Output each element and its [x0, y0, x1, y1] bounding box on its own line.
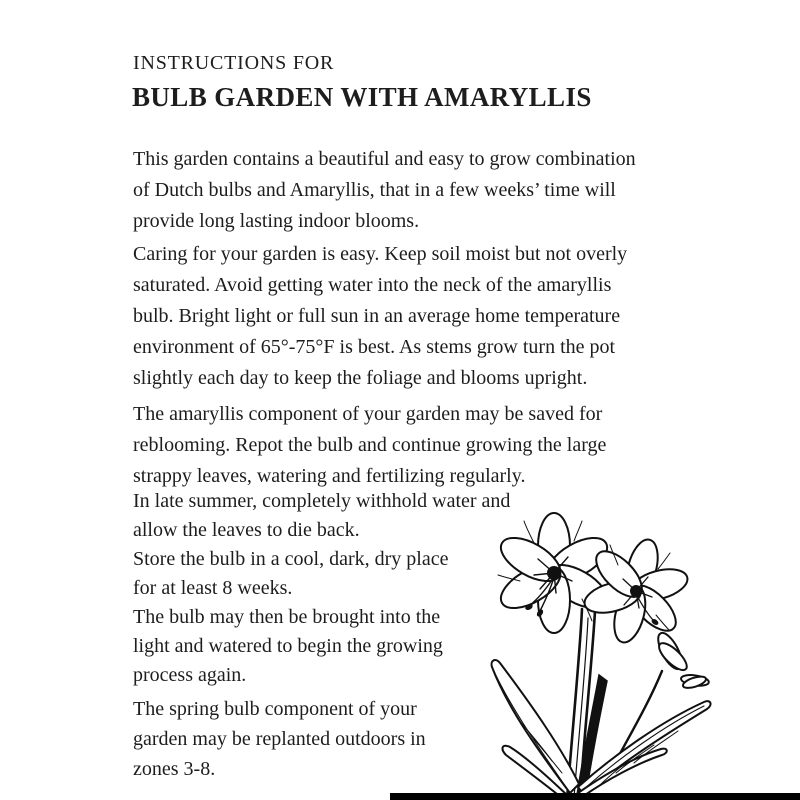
para-reblooming-steps [133, 487, 523, 690]
text-line: garden may be replanted outdoors in [133, 728, 426, 750]
text-line: zones 3-8. [133, 758, 216, 780]
para-intro [133, 144, 673, 237]
para-care [133, 239, 673, 394]
text-line: strappy leaves, watering and fertilizing regularly. [133, 465, 526, 487]
amaryllis-illustration [478, 503, 748, 800]
text-line: This garden contains a beautiful and easy to grow combination [133, 148, 636, 170]
text-line: of Dutch bulbs and Amaryllis, that in a few weeks’ time will [133, 179, 616, 201]
text-line: The spring bulb component of your [133, 698, 417, 720]
para-spring-bulbs [133, 694, 523, 784]
text-line: light and watered to begin the growing [133, 635, 443, 657]
text-line: Store the bulb in a cool, dark, dry place [133, 548, 449, 570]
text-line: provide long lasting indoor blooms. [133, 210, 420, 232]
text-line: The bulb may then be brought into the [133, 606, 441, 628]
text-line: reblooming. Repot the bulb and continue growing the large [133, 434, 607, 456]
instructions-kicker: INSTRUCTIONS FOR [133, 52, 335, 74]
text-line: process again. [133, 664, 247, 686]
text-line: Caring for your garden is easy. Keep soil moist but not overly [133, 243, 628, 265]
text-line: slightly each day to keep the foliage and blooms upright. [133, 367, 588, 389]
text-line: for at least 8 weeks. [133, 577, 293, 599]
page-bottom-scan-edge [390, 793, 800, 800]
text-line: The amaryllis component of your garden may be saved for [133, 403, 603, 425]
para-reblooming [133, 399, 673, 492]
page-title: BULB GARDEN WITH AMARYLLIS [132, 82, 592, 112]
text-line: environment of 65°-75°F is best. As stems grow turn the pot [133, 336, 616, 358]
text-line: saturated. Avoid getting water into the neck of the amaryllis [133, 274, 612, 296]
text-line: bulb. Bright light or full sun in an average home temperature [133, 305, 621, 327]
text-line: allow the leaves to die back. [133, 519, 360, 541]
text-line: In late summer, completely withhold water and [133, 490, 511, 512]
amaryllis-flower-icon [478, 503, 748, 800]
